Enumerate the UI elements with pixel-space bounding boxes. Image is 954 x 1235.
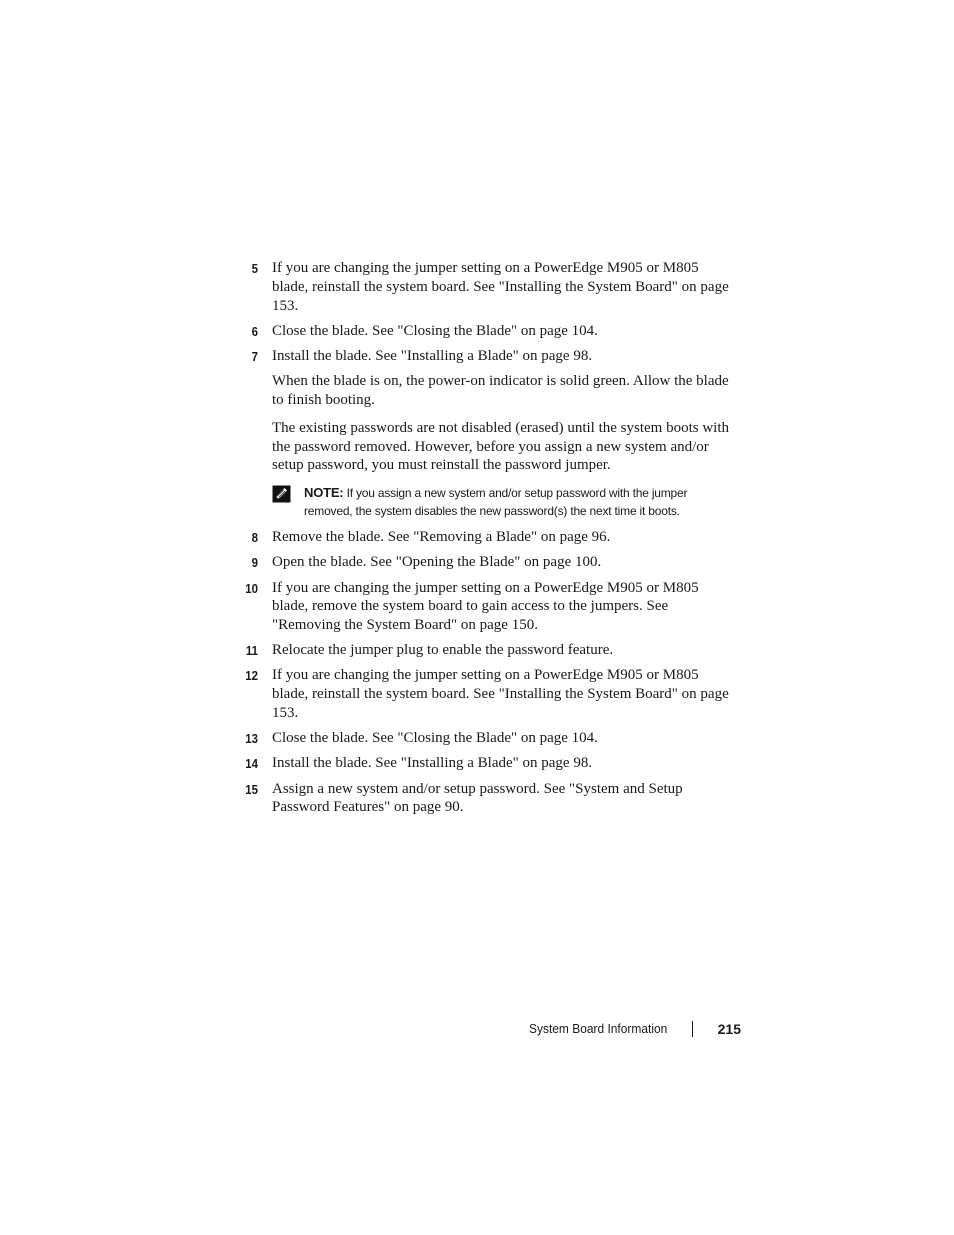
step-item: [240, 579, 730, 635]
step-number: 15: [245, 781, 258, 797]
footer-section-title: System Board Information: [528, 1021, 667, 1036]
step-text: Remove the blade. See "Removing a Blade" on page 96.: [272, 529, 611, 546]
step-number: 5: [251, 261, 258, 276]
page-footer: [400, 1019, 741, 1039]
step-item: [240, 528, 730, 547]
step-item: [240, 729, 730, 748]
step-item: [240, 780, 730, 818]
step-number: 9: [251, 555, 258, 571]
step-item: [240, 553, 730, 572]
step-text: If you are changing the jumper setting on a PowerEdge M905 or M805 blade, remove the system board to gain access to the jumpers. See "Removing the System Board" on page 150.: [272, 579, 699, 634]
step-text: If you are changing the jumper setting on a PowerEdge M905 or M805 blade, reinstall the system board. See "Installing the System Board" on page 153.: [272, 667, 729, 722]
info-paragraph: When the blade is on, the power-on indicator is solid green. Allow the blade to finish booting.: [272, 373, 729, 408]
note-pencil-icon: [272, 485, 291, 503]
page-number: 215: [717, 1021, 741, 1037]
step-text: Assign a new system and/or setup password. See "System and Setup Password Features" on page 90.: [272, 780, 683, 816]
step-text: Close the blade. See "Closing the Blade" on page 104.: [272, 730, 598, 747]
step-number: 10: [245, 580, 258, 596]
step-text: If you are changing the jumper setting on a PowerEdge M905 or M805 blade, reinstall the system board. See "Installing the System Board" on page 153.: [272, 260, 729, 314]
step-number: 11: [245, 643, 258, 659]
step-text: Install the blade. See "Installing a Blade" on page 98.: [272, 347, 593, 364]
step-text: Close the blade. See "Closing the Blade" on page 104.: [272, 322, 598, 339]
step-number: 7: [251, 348, 258, 364]
step-item: [240, 754, 730, 773]
note-callout: [240, 484, 730, 520]
step-text: Open the blade. See "Opening the Blade" on page 100.: [272, 554, 602, 571]
step-item: [240, 347, 730, 366]
step-number: 8: [251, 530, 258, 546]
step-number: 13: [245, 731, 258, 747]
step-number: 14: [245, 756, 258, 772]
note-text: If you assign a new system and/or setup password with the jumper removed, the system disables the new password(s) the next time it boots.: [304, 486, 688, 518]
step-item: [240, 259, 730, 315]
page-content: [240, 259, 730, 824]
step-text: Relocate the jumper plug to enable the password feature.: [272, 642, 614, 659]
step-number: 12: [245, 668, 258, 684]
step-number: 6: [251, 323, 258, 339]
footer-divider: [692, 1021, 693, 1037]
step-item: [240, 322, 730, 341]
info-paragraph: The existing passwords are not disabled (erased) until the system boots with the password removed. However, before you assign a new system and/or setup password, you must reinstall the password jumper.: [272, 419, 729, 474]
note-label: NOTE:: [304, 485, 344, 501]
step-item: [240, 641, 730, 660]
step-text: Install the blade. See "Installing a Blade" on page 98.: [272, 755, 593, 772]
step-item: [240, 666, 730, 722]
